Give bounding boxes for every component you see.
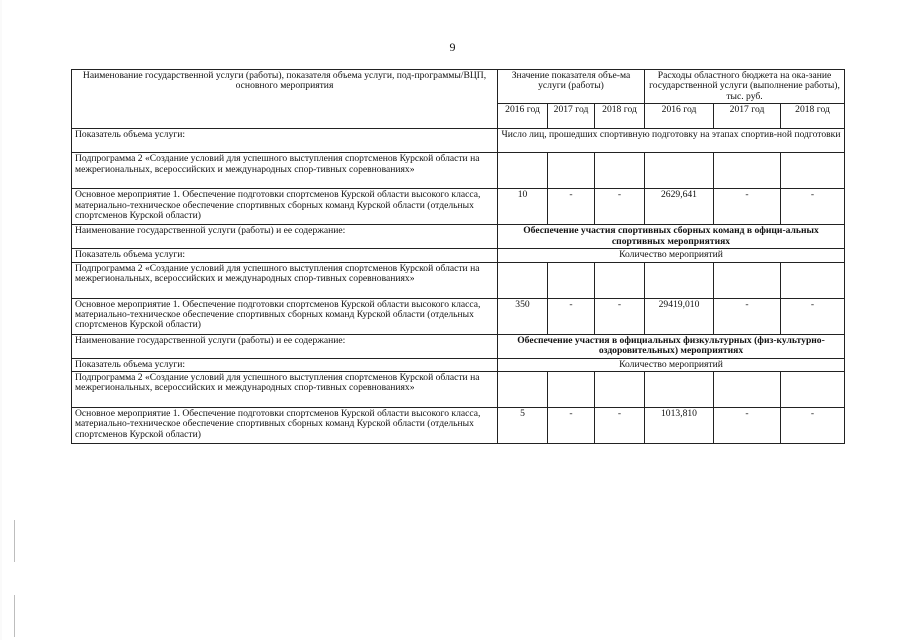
value-2017: - (548, 408, 595, 444)
value-2016: 5 (498, 408, 548, 444)
empty-cell (548, 262, 595, 298)
indicator-value: Количество мероприятий (498, 358, 845, 371)
year-cell: 2018 год (595, 104, 645, 129)
year-cell: 2017 год (714, 104, 781, 129)
indicator-value: Число лиц, прошедших спортивную подготовку на этапах спортив-ной подготовки (498, 129, 845, 153)
empty-cell (595, 262, 645, 298)
budget-2018: - (781, 189, 845, 225)
year-cell: 2016 год (645, 104, 714, 129)
empty-cell (781, 262, 845, 298)
indicator-value: Количество мероприятий (498, 249, 845, 262)
budget-2017: - (714, 298, 781, 334)
indicator-row (72, 249, 845, 262)
value-2018: - (595, 189, 645, 225)
budget-2018: - (781, 408, 845, 444)
subprogram-text: Подпрограмма 2 «Создание условий для успешного выступления спортсменов Курской области на межрегиональных, всероссийских и международных спор-тивных соревнованиях» (72, 372, 498, 408)
year-cell: 2018 год (781, 104, 845, 129)
service-row (72, 225, 845, 249)
scan-edge (0, 0, 2, 640)
empty-cell (645, 153, 714, 189)
empty-cell (595, 153, 645, 189)
indicator-label: Показатель объема услуги: (72, 129, 498, 153)
empty-cell (714, 153, 781, 189)
value-2016: 350 (498, 298, 548, 334)
subprogram-text: Подпрограмма 2 «Создание условий для успешного выступления спортсменов Курской области на межрегиональных, всероссийских и международных спор-тивных соревнованиях» (72, 153, 498, 189)
budget-2017: - (714, 189, 781, 225)
measure-row (72, 189, 845, 225)
value-2017: - (548, 298, 595, 334)
measure-text: Основное мероприятие 1. Обеспечение подготовки спортсменов Курской области высокого класса, материально-техническое обеспечение спортивных сборных команд Курской области (отдельных спортсменов Курской области) (72, 408, 498, 444)
budget-2016: 2629,641 (645, 189, 714, 225)
header-name-column: Наименование государственной услуги (работы), показателя объема услуги, под-программы/ВЦП, основного мероприятия (72, 70, 498, 129)
subprogram-row (72, 372, 845, 408)
subprogram-row (72, 153, 845, 189)
service-label: Наименование государственной услуги (работы) и ее содержание: (72, 225, 498, 249)
year-cell: 2016 год (498, 104, 548, 129)
empty-cell (498, 153, 548, 189)
service-label: Наименование государственной услуги (работы) и ее содержание: (72, 334, 498, 358)
indicator-row (72, 358, 845, 371)
service-value: Обеспечение участия спортивных сборных команд в офици-альных спортивных мероприятиях (498, 225, 845, 249)
empty-cell (645, 262, 714, 298)
empty-cell (548, 372, 595, 408)
budget-2016: 1013,810 (645, 408, 714, 444)
value-2017: - (548, 189, 595, 225)
indicator-row (72, 129, 845, 153)
header-value-group: Значение показателя объе-ма услуги (работы) (498, 70, 645, 104)
header-row (72, 70, 845, 104)
subprogram-text: Подпрограмма 2 «Создание условий для успешного выступления спортсменов Курской области на межрегиональных, всероссийских и международных спор-тивных соревнованиях» (72, 262, 498, 298)
value-2016: 10 (498, 189, 548, 225)
budget-2018: - (781, 298, 845, 334)
header-budget-group: Расходы областного бюджета на ока-зание государственной услуги (выполнение работы), тыс. руб. (645, 70, 845, 104)
indicator-label: Показатель объема услуги: (72, 249, 498, 262)
service-row (72, 334, 845, 358)
empty-cell (714, 262, 781, 298)
measure-text: Основное мероприятие 1. Обеспечение подготовки спортсменов Курской области высокого класса, материально-техническое обеспечение спортивных сборных команд Курской области (отдельных спортсменов Курской области) (72, 189, 498, 225)
value-2018: - (595, 408, 645, 444)
empty-cell (781, 372, 845, 408)
budget-2017: - (714, 408, 781, 444)
empty-cell (595, 372, 645, 408)
empty-cell (498, 372, 548, 408)
value-2018: - (595, 298, 645, 334)
empty-cell (714, 372, 781, 408)
scan-mark (14, 520, 15, 562)
measure-text: Основное мероприятие 1. Обеспечение подготовки спортсменов Курской области высокого класса, материально-техническое обеспечение спортивных сборных команд Курской области (отдельных спортсменов Курской области) (72, 298, 498, 334)
scan-mark (14, 595, 15, 637)
subprogram-row (72, 262, 845, 298)
service-value: Обеспечение участия в официальных физкультурных (физ-культурно-оздоровительных) мероприятиях (498, 334, 845, 358)
empty-cell (548, 153, 595, 189)
budget-2016: 29419,010 (645, 298, 714, 334)
measure-row (72, 298, 845, 334)
indicator-label: Показатель объема услуги: (72, 358, 498, 371)
empty-cell (498, 262, 548, 298)
empty-cell (781, 153, 845, 189)
page-number: 9 (449, 40, 456, 54)
measure-row (72, 408, 845, 444)
empty-cell (645, 372, 714, 408)
budget-table (71, 69, 845, 444)
year-cell: 2017 год (548, 104, 595, 129)
